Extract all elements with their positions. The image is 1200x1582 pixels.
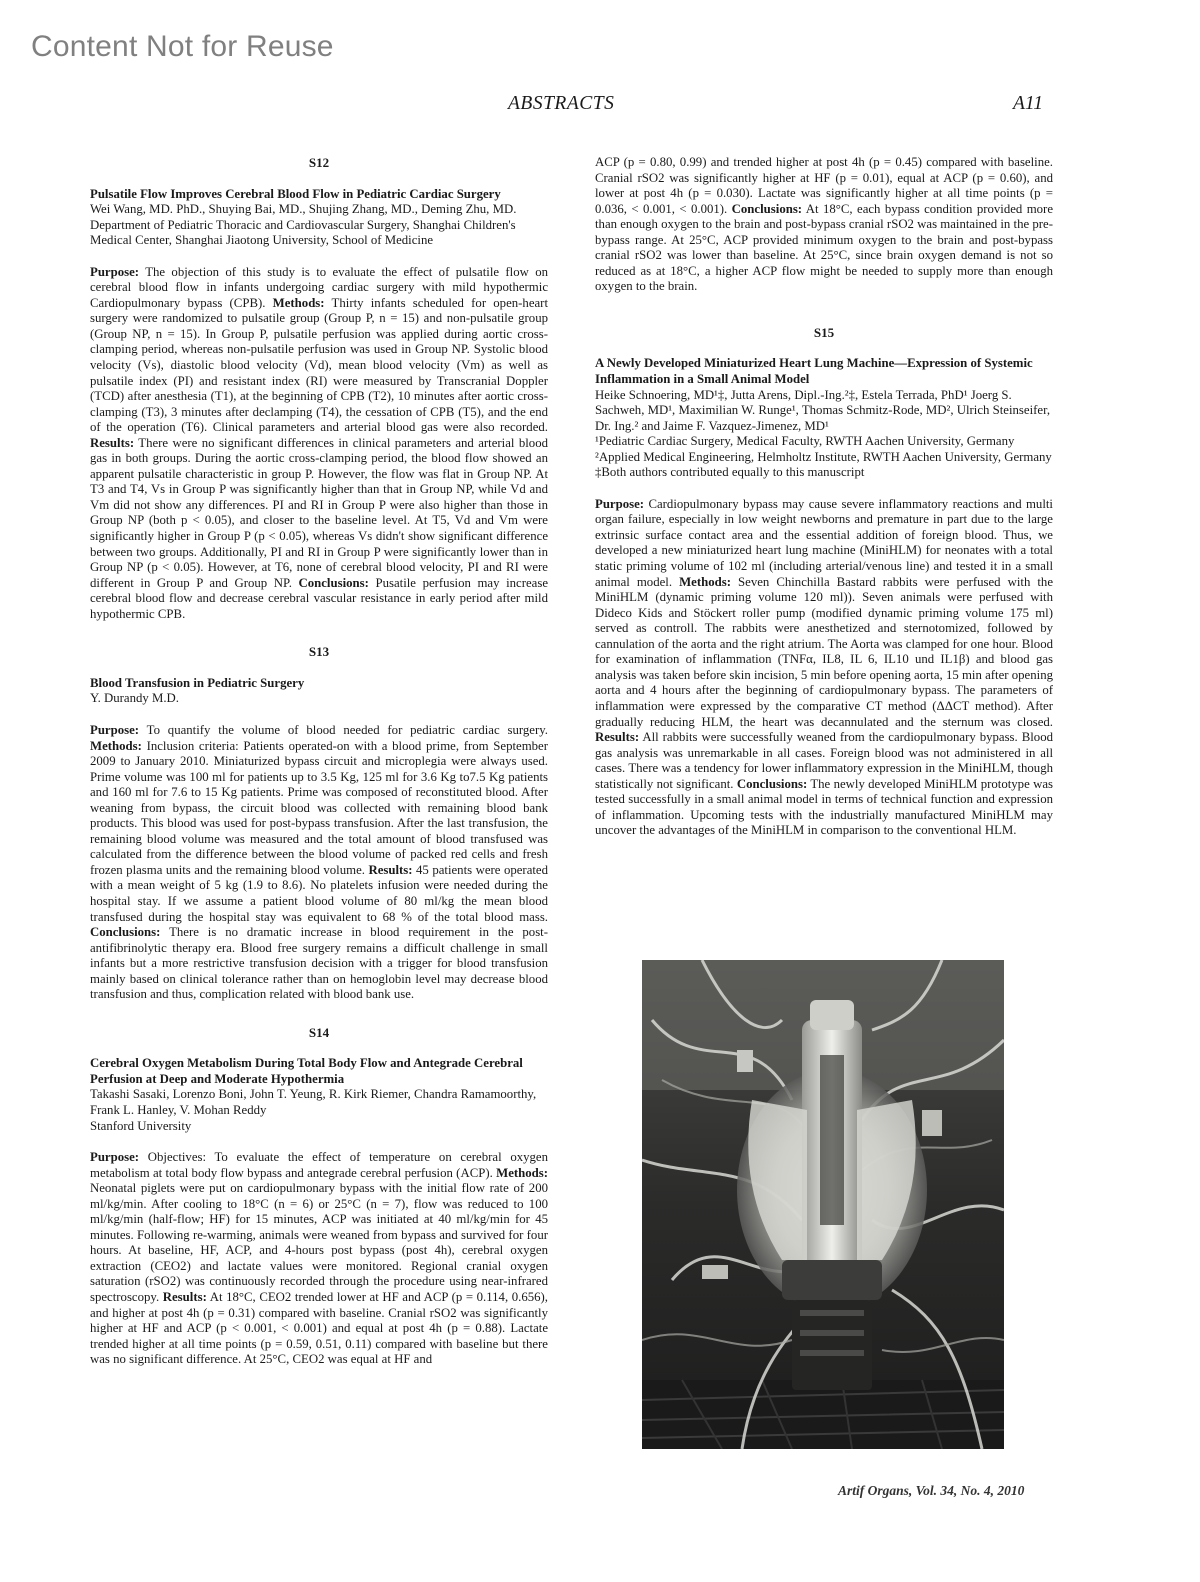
conclusions-text: Pusatile perfusion may increase cerebral blood flow and decrease cerebral vascular resistance in early period after mild hypothermic CPB. — [90, 575, 548, 621]
abstract-authors: Takashi Sasaki, Lorenzo Boni, John T. Yeung, R. Kirk Riemer, Chandra Ramamoorthy, Frank L. Hanley, V. Mohan Reddy — [90, 1087, 537, 1117]
methods-text: Thirty infants scheduled for open-heart surgery were randomized to pulsatile group (Group P, n = 15) and non-pulsatile group (Group NP, n = 15). In Group P, pulsatile perfusion was applied during aortic cross-clamping period, whereas non-pulsatile perfusion was used in Group NP. Systolic blood velocity (Vs), diastolic blood velocity (Vd), mean blood velocity (Vm) as well as pulsatile index (PI) and resistant index (RI) were measured by Transcranial Doppler (TCD) after anesthesia (T1), at the beginning of CPB (T2), 10 minutes after aortic cross-clamping (T3), 3 minutes after declamping (T4), the cessation of CPB (T5), and the end of the operation (T6). Clinical parameters and arterial blood gas were also recorded. — [90, 295, 548, 435]
conclusions-label: Conclusions: — [731, 201, 803, 216]
results-text: There were no significant differences in clinical parameters and arterial blood gas in both groups. During the aortic cross-clamping period, the blood flow showed an apparent pulsatile characteristic in group P. However, the flow was flat in Group NP. At T3 and T4, Vs in Group P was significantly higher than that in Group NP, while Vd and Vm did not show any differences. PI and RI in Group P were also higher than those in Group NP (both p < 0.05), and closer to the baseline level. At T5, Vd and Vm were significantly higher in Group P (p < 0.05), whereas Vs didn't show significant difference between two groups. Additionally, PI and RI in Group P were significantly lower than in Group NP (p < 0.05). However, at T6, none of cerebral blood velocity, PI and RI were different in Group P and Group NP. — [90, 435, 548, 590]
affiliation-1: ¹Pediatric Cardiac Surgery, Medical Faculty, RWTH Aachen University, Germany — [595, 434, 1015, 449]
abstract-affiliation: Department of Pediatric Thoracic and Cardiovascular Surgery, Shanghai Children's Medical Center, Shanghai Jiaotong University, School of Medicine — [90, 217, 516, 248]
abstract-body — [595, 497, 1053, 839]
abstract-id: S15 — [813, 324, 835, 340]
abstract-body — [90, 265, 548, 623]
abstract-id: S12 — [308, 155, 330, 170]
purpose-text: Objectives: To evaluate the effect of temperature on cerebral oxygen metabolism at total body flow bypass and antegrade cerebral perfusion (ACP). — [90, 1150, 548, 1180]
methods-label: Methods: — [496, 1165, 548, 1180]
results-label: Results: — [162, 1290, 207, 1304]
abstract-s14 — [90, 1025, 548, 1368]
abstract-body — [90, 1150, 548, 1368]
methods-label: Methods: — [272, 295, 325, 310]
methods-text: Neonatal piglets were put on cardiopulmonary bypass with the initial flow rate of 200 ml/kg/min. After cooling to 18°C (n = 6) or 25°C (n = 7), flow was reduced to 100 ml/kg/min (half-flow; HF) for 15 minutes, ACP was initiated at 40 ml/kg/min for 45 minutes. Following re-warming, animals were weaned from bypass and survived for four hours. At baseline, HF, ACP, and 4-hours post bypass (post 4h), cerebral oxygen extraction (CEO2) and lactate values were monitored. Regional cranial oxygen saturation (rSO2) was continuously recorded through the procedure using near-infrared spectroscopy. — [90, 1181, 548, 1304]
conclusions-text: There is no dramatic increase in blood requirement in the post-antifibrinolytic therapy era. Blood free surgery remains a difficult challenge in small infants but a more restrictive transfusion decision with a trigger for blood transfusion mainly based on clinical tolerance rather than on hemoglobin level may decrease blood transfusion and thus, complication related with blood bank use. — [90, 925, 548, 1002]
continued-results: ACP (p = 0.80, 0.99) and trended higher at post 4h (p = 0.45) compared with baseline. Cranial rSO2 was significantly higher at HF (p = 0.01), equal at ACP (p = 0.60), and lower at post 4h (p = 0.030). Lactate was significantly higher at all time points (p = 0.036, < 0.001, < 0.001). — [595, 155, 1053, 216]
purpose-text: Cardiopulmonary bypass may cause severe inflammatory reactions and multi organ failure, especially in low weight newborns and premature in part due to the large extrinsic surface contact area and the essential addition of foreign blood. Thus, we developed a new miniaturized heart lung machine (MiniHLM) for neonates with a total static priming volume of 102 ml (including arterial/venous line) and tested it in a small animal model. — [595, 496, 1053, 589]
abstract-affiliation: Stanford University — [90, 1118, 192, 1133]
methods-text: Inclusion criteria: Patients operated-on with a blood prime, from September 2009 to January 2010. Miniaturized bypass circuit and microplegia were always used. Prime volume was 100 ml for patients up to 3.5 Kg, 125 ml for 3.6 Kg to7.5 Kg patients and 160 ml for 7.6 to 15 Kg patients. Prime was composed of reconstituted blood. After weaning from bypass, the circuit blood was collected with remaining blood bank products. This blood was used for post-bypass transfusion. After the last transfusion, the remaining blood volume was measured and the total amount of blood transfused was calculated from the difference between the blood volume of packed red cells and fresh frozen plasma units and the remaining blood volume. — [90, 738, 548, 877]
results-label: Results: — [90, 435, 135, 450]
author-note: ‡Both authors contributed equally to this manuscript — [595, 465, 865, 480]
conclusions-text: The newly developed MiniHLM prototype was tested successfully in a small animal model in terms of technical function and expression of inflammation. Upcoming tests with the industrially manufactured MiniHLM may uncover the advantages of the MiniHLM in comparison to the conventional HLM. — [595, 776, 1053, 838]
journal-citation: Artif Organs, Vol. 34, No. 4, 2010 — [838, 1483, 1025, 1498]
purpose-label: Purpose: — [90, 264, 140, 279]
abstract-authors: Y. Durandy M.D. — [90, 691, 179, 706]
abstract-s12 — [90, 155, 548, 622]
results-label: Results: — [368, 862, 413, 877]
right-column — [595, 155, 1053, 945]
affiliation-2: ²Applied Medical Engineering, Helmholtz Institute, RWTH Aachen University, Germany — [595, 449, 1052, 464]
abstract-title: A Newly Developed Miniaturized Heart Lung Machine—Expression of Systemic Inflammation in a Small Animal Model — [595, 356, 1033, 387]
heart-lung-machine-photo — [642, 960, 1004, 1449]
results-label: Results: — [595, 730, 640, 745]
abstract-s15 — [595, 325, 1053, 839]
abstract-title: Blood Transfusion in Pediatric Surgery — [90, 675, 305, 690]
running-head: ABSTRACTS — [508, 93, 615, 114]
left-column — [90, 155, 548, 1455]
abstract-s14-continued — [595, 155, 1053, 295]
abstract-s13 — [90, 644, 548, 1002]
methods-label: Methods: — [679, 574, 731, 589]
conclusions-label: Conclusions: — [736, 776, 808, 791]
abstract-id: S14 — [308, 1024, 330, 1040]
purpose-label: Purpose: — [90, 722, 140, 737]
page-number: A11 — [1013, 93, 1043, 114]
purpose-label: Purpose: — [90, 1150, 140, 1165]
results-text: 45 patients were operated with a mean weight of 5 kg (1.9 to 8.6). No platelets infusion were needed during the hospital stay. If we assume a patient blood volume of 80 ml/kg the mean blood transfused during the hospital stay was equivalent to 68 % of the total blood mass. — [90, 862, 548, 924]
watermark: Content Not for Reuse — [31, 30, 334, 63]
abstract-title: Pulsatile Flow Improves Cerebral Blood Flow in Pediatric Cardiac Surgery — [90, 186, 501, 201]
purpose-text: The objection of this study is to evaluate the effect of pulsatile flow on cerebral blood flow in infants undergoing cardiac surgery with mild hypothermic Cardiopulmonary bypass (CPB). — [90, 264, 548, 310]
abstract-body — [90, 723, 548, 1003]
abstract-authors: Heike Schnoering, MD¹‡, Jutta Arens, Dipl.-Ing.²‡, Estela Terrada, PhD¹ Joerg S. Sachweh, MD¹, Maximilian W. Runge¹, Thomas Schmitz-Rode, MD², Ulrich Steinseifer, Dr. Ing.² and Jaime F. Vazquez-Jimenez, MD¹ — [595, 387, 1051, 433]
abstract-authors: Wei Wang, MD. PhD., Shuying Bai, MD., Shujing Zhang, MD., Deming Zhu, MD. — [90, 202, 517, 217]
results-text: All rabbits were successfully weaned from the cardiopulmonary bypass. Blood gas analysis was unremarkable in all cases. Foreign blood was not administered in all cases. There was a tendency for lower inflammatory expression in the MiniHLM, though statistically not significant. — [595, 730, 1053, 791]
conclusions-text: At 18°C, each bypass condition provided more than enough oxygen to the brain and post-bypass cranial rSO2 was maintained in the pre-bypass range. At 25°C, ACP provided minimum oxygen to the brain and post-bypass cranial rSO2 was lower than baseline. At 25°C, since brain oxygen demand is not so reduced as at 18°C, a higher ACP flow might be needed to supply more than enough oxygen to the brain. — [595, 201, 1053, 294]
methods-label: Methods: — [90, 738, 142, 753]
purpose-text: To quantify the volume of blood needed for pediatric cardiac surgery. — [146, 722, 548, 737]
methods-text: Seven Chinchilla Bastard rabbits were perfused with the MiniHLM (dynamic priming volume 120 ml)). Seven animals were perfused with Dideco Kids and Stöckert roller pump (modified dynamic priming volume 175 ml) served as controll. The rabbits were anesthetized and sternotomized, followed by cannulation of the aorta and the right atrium. The Aorta was clamped for one hour. Blood for examination of inflammation (TNFα, IL8, IL 6, IL10 und IL1β) and blood gas analysis was taken before skin incision, 5 min before opening aorta, 15 min after opening aorta and 4 hours after the beginning of cardiopulmonary bypass. The parameters of inflammation were expressed by the comparative CT method (ΔΔCT method). After gradually reducing HLM, the heart was decannulated and the sternum was closed. — [595, 574, 1053, 729]
conclusions-label: Conclusions: — [298, 575, 369, 590]
continued-text — [595, 155, 1053, 295]
purpose-label: Purpose: — [595, 496, 645, 511]
results-text: At 18°C, CEO2 trended lower at HF and ACP (p = 0.114, 0.656), and higher at post 4h (p = 0.31) compared with baseline. Cranial rSO2 was significantly higher at HF and ACP (p < 0.001, < 0.001) and equal at post 4h (p = 0.88). Lactate trended higher at all time points (p = 0.59, 0.51, 0.11) compared with baseline but there was no significant difference. At 25°C, CEO2 was equal at HF and — [90, 1290, 548, 1367]
abstract-title: Cerebral Oxygen Metabolism During Total Body Flow and Antegrade Cerebral Perfusion at Deep and Moderate Hypothermia — [90, 1056, 523, 1086]
conclusions-label: Conclusions: — [90, 925, 161, 940]
abstract-id: S13 — [308, 644, 330, 660]
